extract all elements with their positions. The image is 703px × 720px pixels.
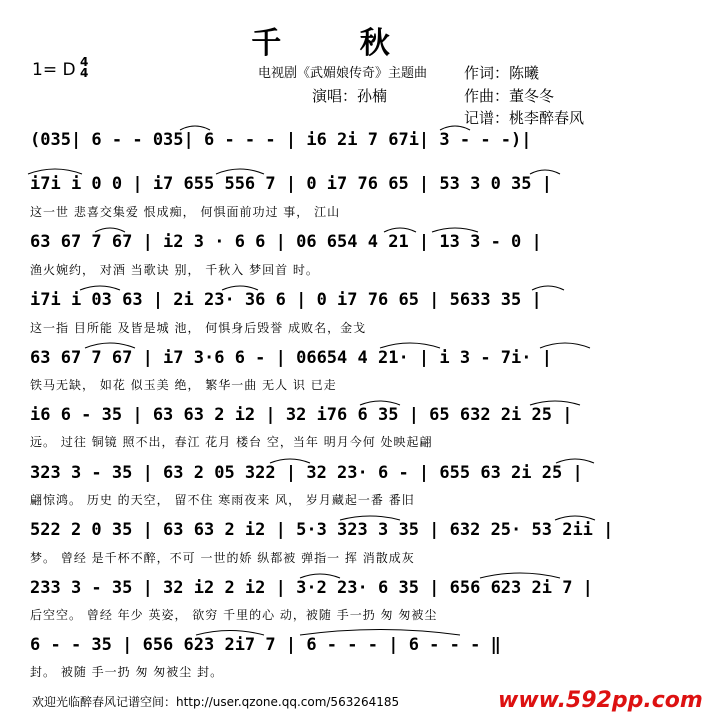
score-line-4-notes: i7i i 03 63 | 2i 23· 36 6 | 0 i7 76 65 | 5633 35 | xyxy=(30,290,542,310)
site-watermark: www.592pp.com xyxy=(498,688,703,713)
score-line-6-lyrics: 远。 过往 铜镜 照不出，春江 花月 楼台 空，当年 明月今何 处映起翩 xyxy=(30,435,433,449)
score-line-3-lyrics: 渔火婉约， 对酒 当歌诀 别， 千秋入 梦回首 时。 xyxy=(30,263,319,277)
key-signature: 1= D xyxy=(32,60,76,80)
composer-credit: 作曲：董冬冬 xyxy=(464,87,555,105)
footer-welcome: 欢迎光临醉春风记谱空间：http://user.qzone.qq.com/563264185 xyxy=(32,695,400,709)
score-line-4-lyrics: 这一指 目所能 及皆是城 池， 何惧身后毁誉 成败名，金戈 xyxy=(30,321,367,335)
score-line-9-lyrics: 后空空。 曾经 年少 英姿， 欲穷 千里的心 动，被随 手一扔 匆 匆被尘 xyxy=(30,608,438,622)
page-title: 千 秋 xyxy=(251,26,424,61)
score-line-3-notes: 63 67 7 67 | i2 3 · 6 6 | 06 654 4 21 | 13 3 - 0 | xyxy=(30,232,542,252)
time-signature-bottom: 4 xyxy=(80,66,89,80)
transcriber-credit: 记谱：桃李醉春风 xyxy=(464,109,585,127)
score-line-6-notes: i6 6 - 35 | 63 63 2 i2 | 32 i76 6 35 | 65 632 2i 25 | xyxy=(30,405,573,425)
score-line-2-lyrics: 这一世 悲喜交集爱 恨成痴， 何惧面前功过 事， 江山 xyxy=(30,205,341,219)
score-line-7-notes: 323 3 - 35 | 63 2 05 322 | 32 23· 6 - | 655 63 2i 25 | xyxy=(30,463,583,483)
score-line-7-lyrics: 翩惊鸿。 历史 的天空， 留不住 寒雨夜来 风， 岁月藏起一番 番旧 xyxy=(30,493,415,507)
score-line-10-notes: 6 - - 35 | 656 623 2i7 7 | 6 - - - | 6 - - - ‖ xyxy=(30,635,501,655)
subtitle: 电视剧《武媚娘传奇》主题曲 xyxy=(258,66,428,81)
score-line-5-lyrics: 铁马无缺， 如花 似玉美 绝， 繁华一曲 无人 识 已走 xyxy=(30,378,337,392)
score-line-8-lyrics: 梦。 曾经 是千杯不醉，不可 一世的娇 纵都被 弹指一 挥 消散成灰 xyxy=(30,551,415,565)
time-signature xyxy=(80,57,88,79)
score-line-10-lyrics: 封。 被随 手一扔 匆 匆被尘 封。 xyxy=(30,665,224,679)
score-line-8-notes: 522 2 0 35 | 63 63 2 i2 | 5·3 323 3 35 | 632 25· 53 2ii | xyxy=(30,520,614,540)
score-line-5-notes: 63 67 7 67 | i7 3·6 6 - | 06654 4 21· | i 3 - 7i· | xyxy=(30,348,552,368)
score-line-1-notes: (035| 6 - - 035| 6 - - - | i6 2i 7 67i| 3 - - -)| xyxy=(30,130,532,150)
lyricist-credit: 作词：陈曦 xyxy=(464,64,540,82)
time-signature-top: 4 xyxy=(80,55,89,69)
score-line-2-notes: i7i i 0 0 | i7 655 556 7 | 0 i7 76 65 | 53 3 0 35 | xyxy=(30,174,552,194)
score-line-9-notes: 233 3 - 35 | 32 i2 2 i2 | 3·2 23· 6 35 | 656 623 2i 7 | xyxy=(30,578,593,598)
singer-credit: 演唱：孙楠 xyxy=(312,87,388,105)
